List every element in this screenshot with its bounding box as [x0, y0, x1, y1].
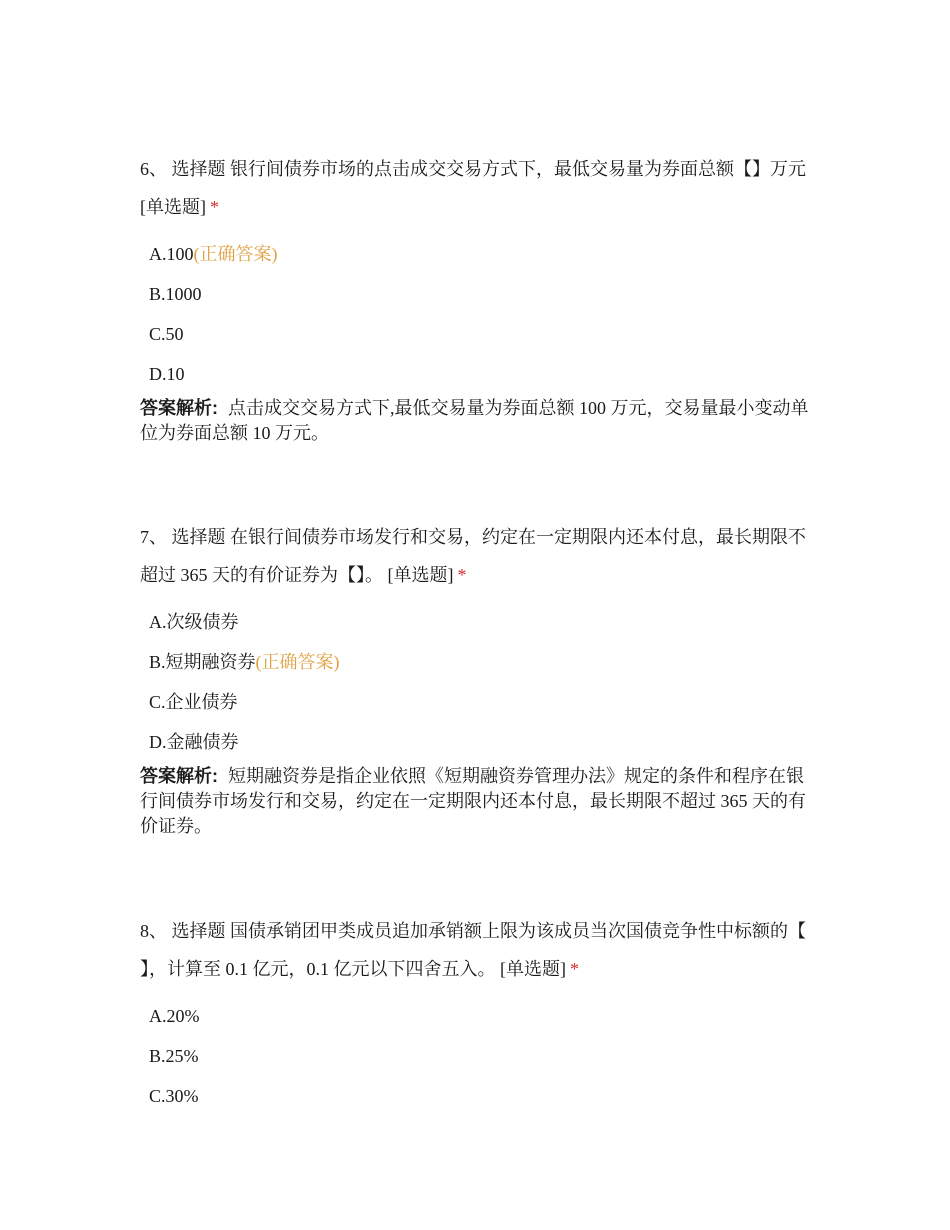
required-mark: * [457, 565, 467, 585]
question-number: 7、 [140, 527, 167, 547]
option-c[interactable] [140, 314, 820, 354]
option-c[interactable] [140, 682, 820, 722]
option-list [140, 996, 820, 1116]
question-stem [140, 912, 820, 988]
option-label: B.短期融资券 [149, 652, 256, 672]
question-tag: [单选题] [387, 565, 454, 585]
option-a[interactable] [140, 234, 820, 274]
option-a[interactable] [140, 602, 820, 642]
question-tag: [单选题] [500, 959, 566, 979]
option-d[interactable] [140, 354, 820, 394]
option-label: A.100 [149, 244, 194, 264]
answer-analysis [140, 764, 820, 839]
required-mark: * [570, 959, 579, 979]
option-b[interactable] [140, 274, 820, 314]
option-b[interactable] [140, 642, 820, 682]
question-number: 8、 [140, 921, 167, 941]
analysis-text: 点击成交交易方式下,最低交易量为券面总额 100 万元，交易量最小变动单位为券面总额 10 万元。 [140, 398, 809, 443]
question-7 [140, 518, 820, 839]
option-label: C.30% [149, 1086, 199, 1106]
question-number: 6、 [140, 159, 167, 179]
question-type: 选择题 [171, 921, 226, 941]
option-label: C.企业债券 [149, 692, 238, 712]
required-mark: * [210, 197, 219, 217]
option-d[interactable] [140, 722, 820, 762]
question-type: 选择题 [171, 527, 226, 547]
option-label: C.50 [149, 324, 184, 344]
question-8 [140, 912, 820, 1116]
question-tag: [单选题] [140, 197, 206, 217]
option-label: D.10 [149, 364, 185, 384]
option-c[interactable] [140, 1076, 820, 1116]
answer-analysis [140, 396, 820, 446]
analysis-text: 短期融资券是指企业依照《短期融资券管理办法》规定的条件和程序在银行间债券市场发行和交易，约定在一定期限内还本付息，最长期限不超过 365 天的有价证券。 [140, 766, 806, 836]
correct-answer-marker: (正确答案) [193, 244, 278, 264]
correct-answer-marker: (正确答案) [255, 652, 340, 672]
analysis-label: 答案解析: [140, 398, 218, 418]
option-list [140, 602, 820, 762]
option-label: A.20% [149, 1006, 200, 1026]
option-a[interactable] [140, 996, 820, 1036]
option-label: B.1000 [149, 284, 202, 304]
question-text: 银行间债券市场的点击成交交易方式下，最低交易量为券面总额【】万元 [230, 159, 806, 179]
option-list [140, 234, 820, 394]
question-text: 在银行间债券市场发行和交易，约定在一定期限内还本付息，最长期限不超过 365 天的有价证券为【】。 [140, 527, 806, 585]
question-text: 国债承销团甲类成员追加承销额上限为该成员当次国债竞争性中标额的【 】，计算至 0.1 亿元，0.1 亿元以下四舍五入。 [140, 921, 806, 979]
option-label: D.金融债券 [149, 732, 239, 752]
question-stem [140, 150, 820, 226]
option-label: A.次级债券 [149, 612, 239, 632]
option-label: B.25% [149, 1046, 199, 1066]
option-b[interactable] [140, 1036, 820, 1076]
analysis-label: 答案解析: [140, 766, 218, 786]
question-6 [140, 150, 820, 446]
question-stem [140, 518, 820, 594]
question-type: 选择题 [171, 159, 226, 179]
